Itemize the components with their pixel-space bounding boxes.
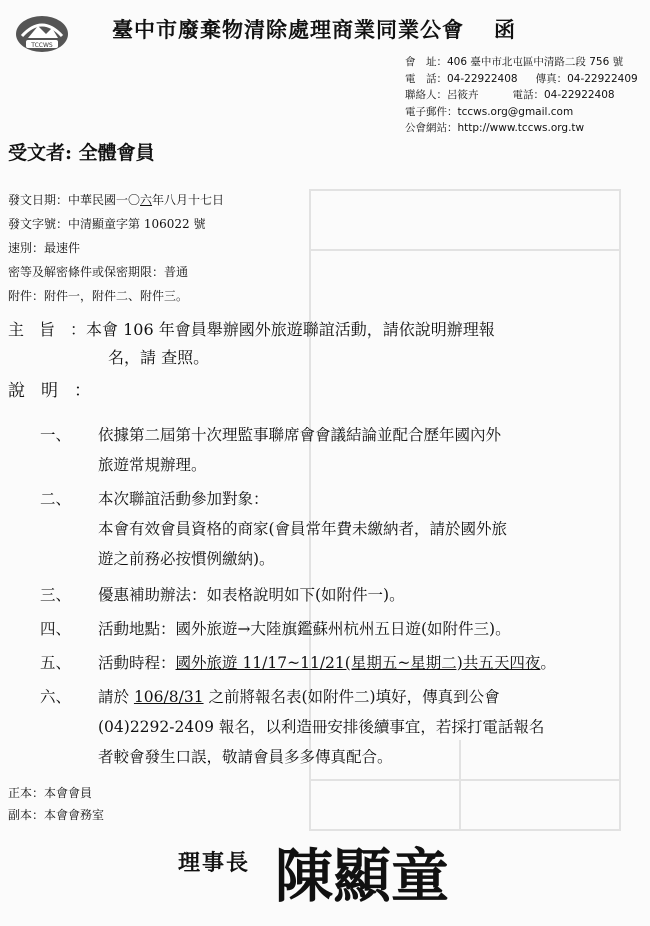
contact-phone: 電 話：04-22922408 傳真：04-22922409 [405, 72, 638, 85]
subject-label: 主旨： [8, 320, 102, 339]
contact-person: 聯絡人：呂筱卉 電話：04-22922408 [405, 89, 615, 101]
org-name: 臺中市廢棄物清除處理商業同業公會 [112, 17, 464, 42]
doc-type: 函 [494, 17, 516, 42]
schedule-highlight: 國外旅遊 11/17~11/21(星期五~星期二)共五天四夜 [175, 654, 541, 672]
security-class: 密等及解密條件或保密期限：普通 [8, 265, 189, 279]
contact-block [405, 54, 638, 137]
logo-text: TCCWS [31, 42, 53, 49]
list-item: 三、 優惠補助辦法：如表格說明如下(如附件一)。 [40, 586, 405, 604]
list-item: 四、 活動地點：國外旅遊→大陸旗鑑蘇州杭州五日遊(如附件三)。 [40, 620, 511, 638]
chairman-signature [275, 838, 535, 908]
deadline-highlight: 106/8/31 [133, 688, 204, 706]
subject-line-2: 名，請 查照。 [108, 348, 210, 367]
signatory-title: 理事長 [178, 850, 251, 876]
explanation-label: 說明： [8, 381, 107, 401]
list-item: 六、 請於 106/8/31 之前將報名表(如附件二)填好，傳真到公會 (04)2292-2409 報名，以利造冊安排後續事宜，若採打電話報名 者較會發生口誤，敬請會員多多傳真配合。 [40, 688, 545, 766]
document-meta [8, 188, 224, 308]
contact-email: 電子郵件：tccws.org@gmail.com [405, 105, 574, 118]
distribution [8, 782, 104, 826]
attachments: 附件：附件一，附件二、附件三。 [8, 289, 189, 303]
association-logo [14, 12, 70, 54]
explanation-list [40, 420, 645, 772]
subject-line-1: 本會 106 年會員舉辦國外旅遊聯誼活動，請依說明辦理報 [86, 320, 495, 339]
list-item: 五、 活動時程：國外旅遊 11/17~11/21(星期五~星期二)共五天四夜。 [40, 654, 556, 672]
svg-text:陳顯童: 陳顯童 [275, 842, 450, 908]
list-item: 二、 本次聯誼活動參加對象： 本會有效會員資格的商家(會員常年費未繳納者，請於國外旅 遊之前務必按慣例繳納)。 [40, 490, 508, 568]
original-recipient: 正本：本會會員 [8, 786, 93, 800]
speed-class: 速別：最速件 [8, 241, 81, 255]
contact-address: 會 址：406 臺中市北屯區中清路二段 756 號 [405, 56, 624, 68]
copy-recipient: 副本：本會會務室 [8, 808, 105, 822]
document-number: 發文字號：中清顯童字第 106022 號 [8, 217, 206, 231]
issue-date: 發文日期：中華民國一〇六年八月十七日 [8, 193, 225, 207]
recipient: 受文者: 全體會員 [8, 142, 155, 164]
contact-website: 公會網站：http://www.tccws.org.tw [405, 122, 585, 134]
document-title [112, 14, 516, 44]
list-item: 一、 依據第二屆第十次理監事聯席會會議結論並配合歷年國內外 旅遊常規辦理。 [40, 426, 502, 474]
